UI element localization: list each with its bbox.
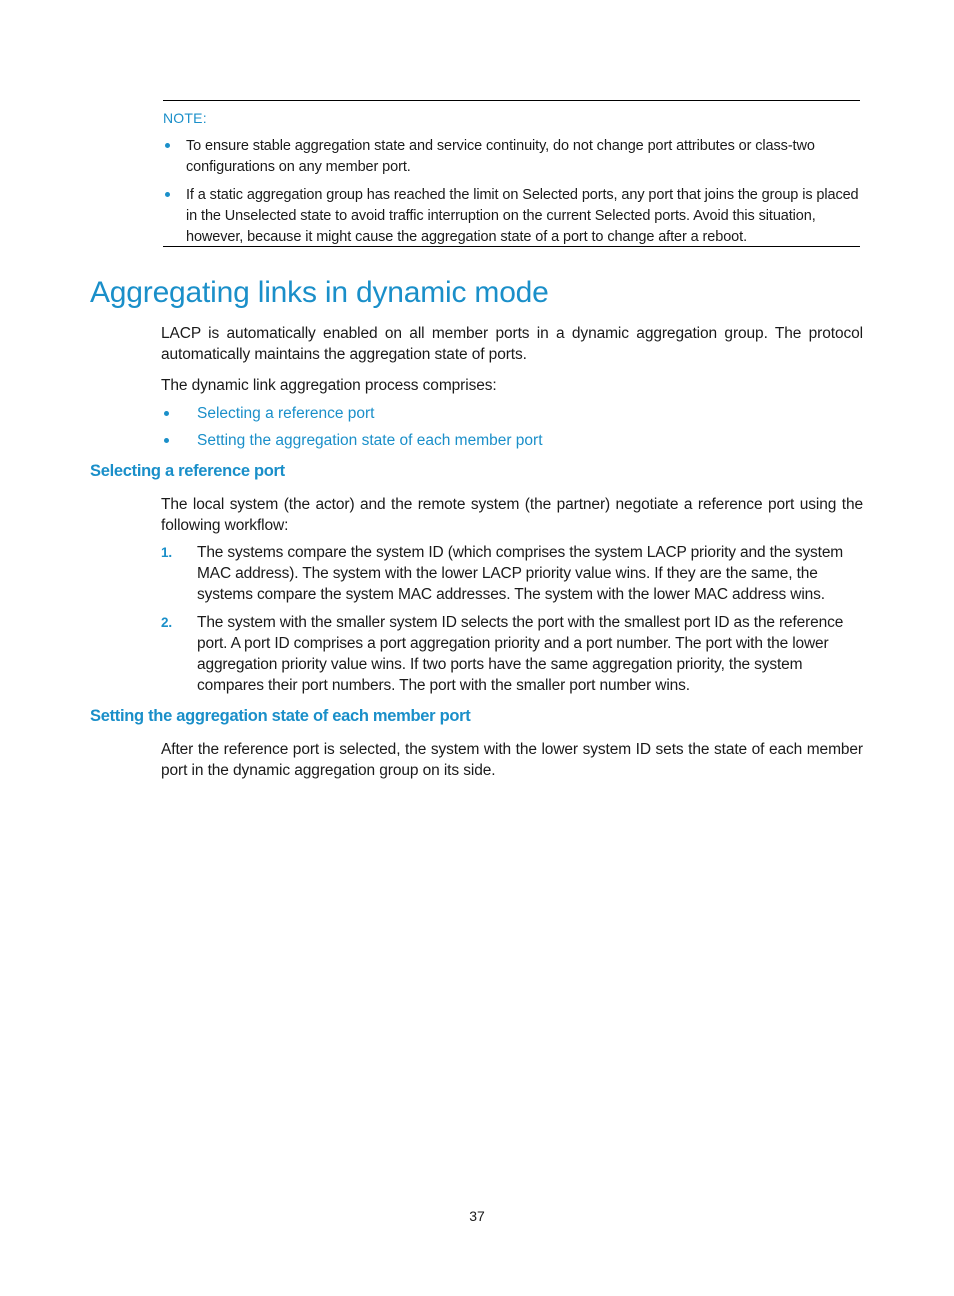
note-box	[163, 100, 860, 247]
link-setting-aggregation-state[interactable]: Setting the aggregation state of each member port	[197, 432, 543, 449]
note-item-text: If a static aggregation group has reached the limit on Selected ports, any port that joins the group is placed in the Unselected state to avoid traffic interruption on the current Selected ports. Avoid this situation, however, because it might cause the aggregation state of a port to change after a reboot.	[186, 187, 859, 245]
note-list	[163, 136, 860, 255]
workflow-steps	[161, 542, 863, 703]
step-number: 1.	[161, 545, 172, 560]
subsection-body-setting: After the reference port is selected, the system with the lower system ID sets the state of each member port in the dynamic aggregation group on its side.	[161, 741, 863, 779]
note-item-text: To ensure stable aggregation state and service continuity, do not change port attributes or class-two configurations on any member port.	[186, 138, 815, 175]
subsection-intro-selecting: The local system (the actor) and the remote system (the partner) negotiate a reference port using the following workflow:	[161, 496, 863, 534]
bullet-icon	[164, 411, 169, 416]
link-selecting-reference-port[interactable]: Selecting a reference port	[197, 405, 375, 422]
section-link-list	[161, 403, 543, 457]
process-intro: The dynamic link aggregation process comprises:	[161, 377, 497, 394]
note-label: NOTE:	[163, 110, 207, 126]
link-list-item	[161, 430, 543, 457]
step-number: 2.	[161, 615, 172, 630]
step-text: The system with the smaller system ID selects the port with the smallest port ID as the reference port. A port ID comprises a port aggregation priority and a port number. The port with the lower aggregation priority value wins. If two ports have the same aggregation priority, the system compares their port numbers. The port with the smaller port number wins.	[197, 614, 844, 694]
link-list-item	[161, 403, 543, 430]
note-item	[163, 185, 860, 248]
subsection-title-selecting: Selecting a reference port	[90, 462, 285, 480]
section-title: Aggregating links in dynamic mode	[90, 276, 549, 309]
section-intro: LACP is automatically enabled on all member ports in a dynamic aggregation group. The protocol automatically maintains the aggregation state of ports.	[161, 325, 863, 363]
subsection-title-setting: Setting the aggregation state of each member port	[90, 707, 471, 725]
bullet-icon	[165, 192, 170, 197]
workflow-step	[161, 542, 863, 605]
note-item	[163, 136, 860, 178]
step-text: The systems compare the system ID (which comprises the system LACP priority and the system MAC address). The system with the lower LACP priority value wins. If they are the same, the systems compare the system MAC addresses. The system with the lower MAC address wins.	[197, 544, 844, 603]
page-number: 37	[469, 1208, 485, 1224]
bullet-icon	[165, 143, 170, 148]
bullet-icon	[164, 438, 169, 443]
workflow-step	[161, 612, 863, 696]
